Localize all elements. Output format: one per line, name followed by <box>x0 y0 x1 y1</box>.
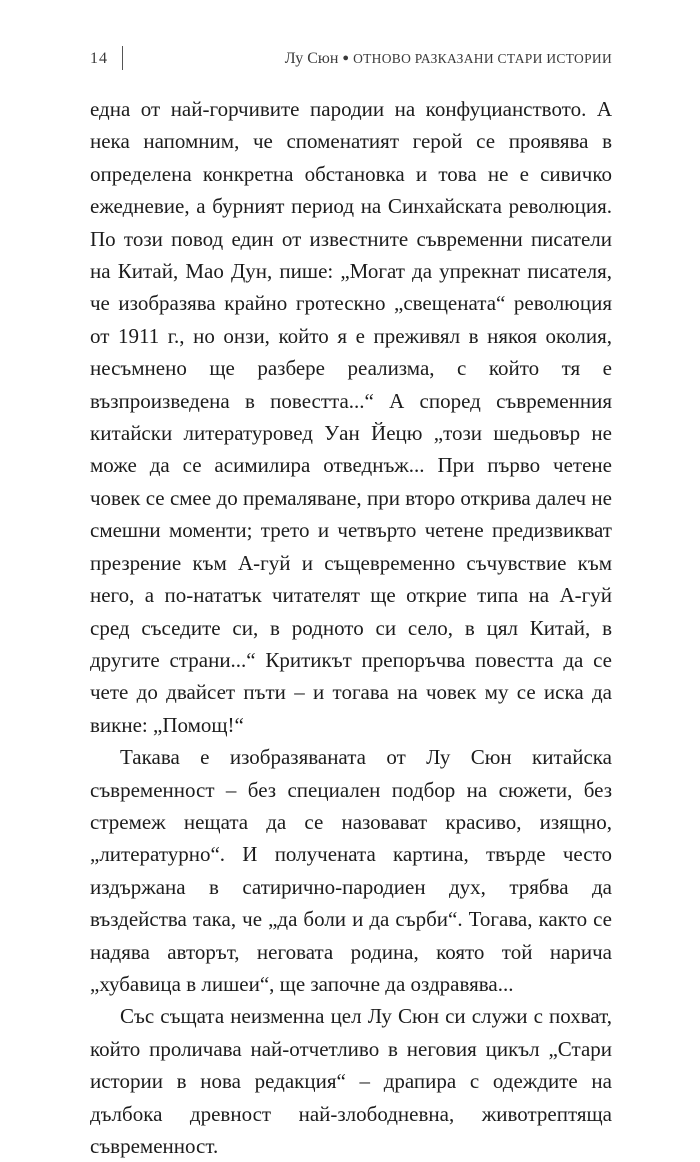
body-text <box>90 93 612 1162</box>
running-head <box>285 50 612 68</box>
page-number: 14 <box>90 50 108 67</box>
running-head-title: ОТНОВО РАЗКАЗАНИ СТАРИ ИСТОРИИ <box>353 51 612 66</box>
paragraph-2: Такава е изобразяваната от Лу Сюн китайска съвременност – без специален подбор на сюжети, без стремеж нещата да се назовават красиво, изящно, „литературно“. И получената картина, твърде често издържана в сатирично-пародиен дух, трябва да въздейства така, че „да боли и да сърби“. Тогава, както се надява авторът, неговата родина, която той нарича „хубавица в лишеи“, ще започне да оздравява... <box>90 745 612 996</box>
header-divider <box>122 46 123 70</box>
page-header <box>90 46 612 72</box>
paragraph-1: една от най-горчивите пародии на конфуцианството. А нека напомним, че споменатият герой се проявява в определена конкретна обстановка и това не е сивичко ежедневие, а бурният период на Синхайската революция. По този повод един от известните съвременни писатели на Китай, Мао Дун, пише: „Могат да упрекнат писателя, че изобразява крайно гротескно „свещената“ революция от 1911 г., но онзи, който я е преживял в някоя околия, несъмнено ще разбере реализма, с който тя е възпроизведена в повестта...“ А според съвременния китайски литературовед Уан Йецю „този шедьовър не може да се асимилира отведнъж... При първо четене човек се смее до премаляване, при второ открива далеч не смешни моменти; трето и четвърто четене предизвикват презрение към А-гуй и същевременно съчувствие към него, а по-нататък читателят ще открие типа на А-гуй сред съседите си, в родното си село, в цял Китай, в другите страни...“ Критикът препоръчва повестта да се чете до двайсет пъти – и тогава на човек му се иска да викне: „Помощ!“ <box>90 97 612 737</box>
bullet-separator-icon: ● <box>342 52 350 64</box>
running-head-author: Лу Сюн <box>284 50 339 67</box>
paragraph-3: Със същата неизменна цел Лу Сюн си служи с похват, който проличава най-отчетливо в неговия цикъл „Стари истории в нова редакция“ – драпира с одеждите на дълбока древност най-злободневна, животрептяща съвременност. <box>90 1004 612 1158</box>
